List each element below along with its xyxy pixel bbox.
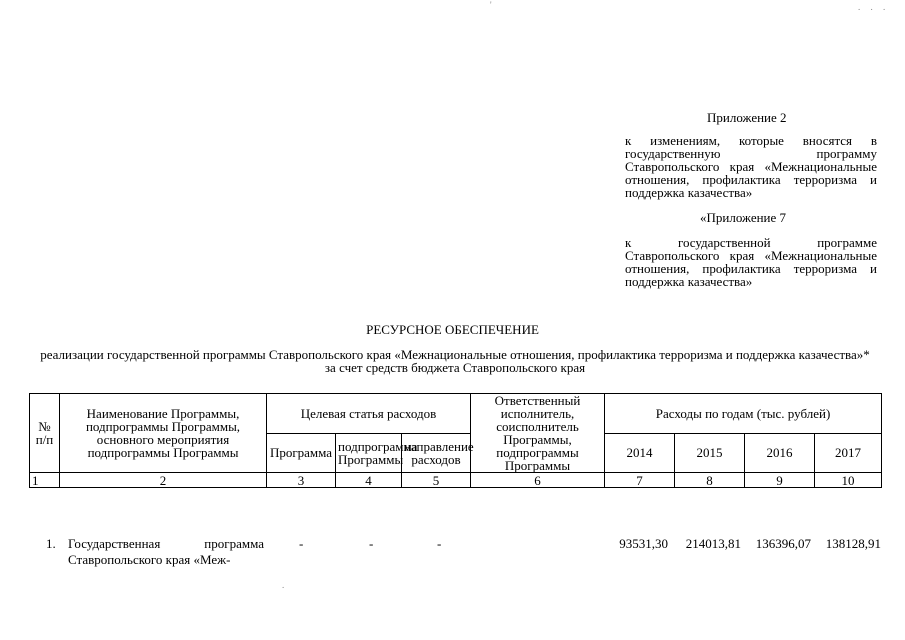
row-program-code: - bbox=[299, 536, 304, 551]
row-direction-code: - bbox=[437, 536, 442, 551]
header-executor: Ответственный исполнитель, соисполнитель Программы, подпрограммы Программы bbox=[471, 394, 605, 473]
header-program: Программа bbox=[267, 433, 336, 473]
header-direction: направление расходов bbox=[402, 433, 471, 473]
row-value-2015: 214013,81 bbox=[685, 536, 741, 551]
appendix-title-2: «Приложение 7 bbox=[700, 210, 787, 225]
header-year: 2015 bbox=[675, 433, 745, 473]
header-num: № п/п bbox=[30, 394, 60, 473]
appendix-title: Приложение 2 bbox=[707, 110, 787, 125]
appendix-text: к изменениям, которые вносятся в государственную программу Ставропольского края «Межнациональные отношения, профилактика терроризма и поддержка казачества» bbox=[625, 133, 877, 200]
header-year: 2014 bbox=[605, 433, 675, 473]
column-number: 7 bbox=[605, 473, 675, 488]
document-subheading: реализации государственной программы Ставропольского края «Межнациональные отношения, профилактика терроризма и поддержка казачества»* за счет средств бюджета Ставропольского края bbox=[40, 347, 870, 375]
header-subprogram: подпрограмма Программы bbox=[336, 433, 402, 473]
column-number: 9 bbox=[745, 473, 815, 488]
column-number: 2 bbox=[60, 473, 267, 488]
column-number: 1 bbox=[30, 473, 60, 488]
header-target-article: Целевая статья расходов bbox=[267, 394, 471, 434]
row-number: 1. bbox=[46, 536, 56, 551]
column-number: 6 bbox=[471, 473, 605, 488]
scan-mark: . bbox=[282, 580, 285, 590]
header-expenses: Расходы по годам (тыс. рублей) bbox=[605, 394, 882, 434]
column-number: 10 bbox=[815, 473, 882, 488]
row-value-2016: 136396,07 bbox=[755, 536, 811, 551]
row-value-2017: 138128,91 bbox=[825, 536, 881, 551]
header-name: Наименование Программы, подпрограммы Программы, основного мероприятия подпрограммы Программы bbox=[60, 394, 267, 473]
row-subprogram-code: - bbox=[369, 536, 374, 551]
row-name: Государственная программа Ставропольского края «Меж- bbox=[68, 536, 264, 567]
column-number: 3 bbox=[267, 473, 336, 488]
resource-table bbox=[29, 393, 882, 488]
column-number: 8 bbox=[675, 473, 745, 488]
appendix-text-2: к государственной программе Ставропольского края «Межнациональные отношения, профилактика терроризма и поддержка казачества» bbox=[625, 235, 877, 289]
header-year: 2016 bbox=[745, 433, 815, 473]
scan-mark: ' bbox=[490, 0, 492, 10]
scan-mark: . . . bbox=[858, 2, 890, 12]
column-number: 4 bbox=[336, 473, 402, 488]
header-year: 2017 bbox=[815, 433, 882, 473]
row-value-2014: 93531,30 bbox=[619, 536, 668, 551]
column-number: 5 bbox=[402, 473, 471, 488]
document-heading: РЕСУРСНОЕ ОБЕСПЕЧЕНИЕ bbox=[366, 322, 539, 337]
